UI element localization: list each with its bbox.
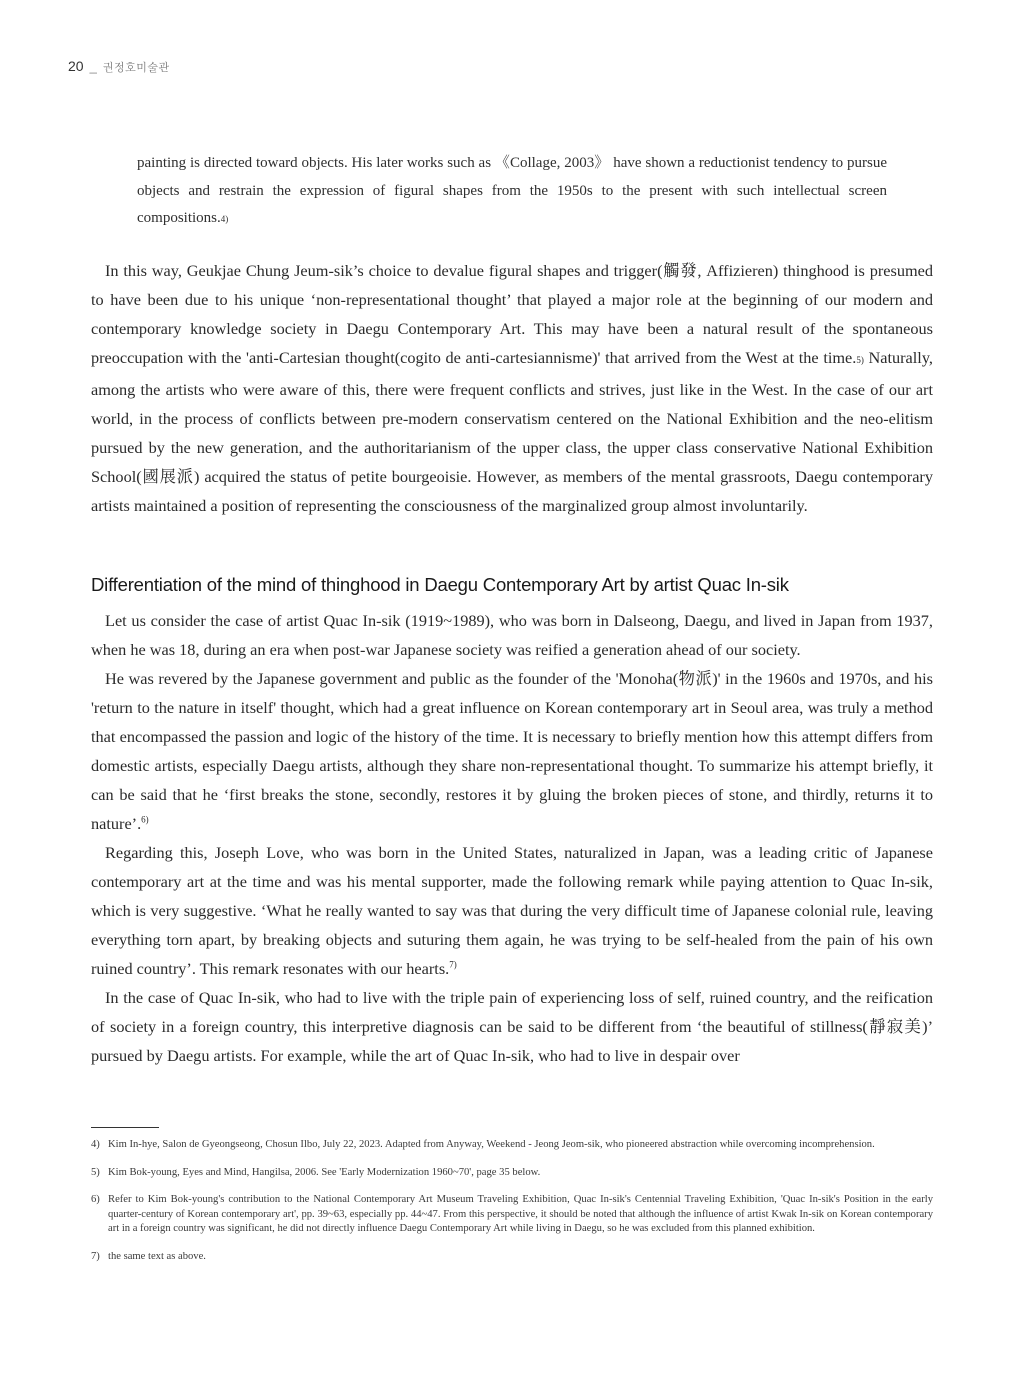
paragraph-text: He was revered by the Japanese government and public as the founder of the 'Monoha(物派)' in the 1960s and 1970s, and his 'return to the nature in itself' thought, which had a great influence on Korean contemporary art in Seoul area, was truly a method that encompassed the passion and logic of the history of the time. It is necessary to briefly mention how this attempt differs from domestic artists, especially Daegu artists, although they share non-representational thought. To summarize his attempt briefly, it can be said that he ‘first breaks the stone, secondly, restores it by gluing the broken pieces of stone, and thirdly, returns it to nature’. (91, 669, 933, 833)
footnote-text: Kim In-hye, Salon de Gyeongseong, Chosun Ilbo, July 22, 2023. Adapted from Anyway, Weekend - Jeong Jeom-sik, who pioneered abstraction while overcoming incomprehension. (108, 1139, 875, 1150)
footnote-number: 7) (91, 1250, 100, 1262)
footnote-number: 5) (91, 1166, 100, 1178)
paragraph (91, 256, 933, 520)
paragraph-text: Regarding this, Joseph Love, who was born in the United States, naturalized in Japan, was a leading critic of Japanese contemporary art at the time and was his mental supporter, made the following remark while paying attention to Quac In-sik, which is very suggestive. ‘What he really wanted to say was that during the very difficult time of Japanese colonial rule, leaving everything torn apart, by breaking objects and suturing them again, he was trying to be self-healed from the pain of his own ruined country’. This remark resonates with our hearts. (91, 843, 933, 978)
section-heading: Differentiation of the mind of thinghood in Daegu Contemporary Art by artist Quac In-sik (91, 574, 789, 595)
footnote-ref-6[interactable]: 6) (141, 814, 149, 825)
footnote-text: Kim Bok-young, Eyes and Mind, Hangilsa, 2006. See 'Early Modernization 1960~70', page 35 below. (108, 1166, 541, 1178)
footnotes (91, 1138, 933, 1277)
paragraph (91, 664, 933, 838)
footnote-6 (91, 1193, 933, 1237)
paragraph-text: Naturally, among the artists who were aware of this, there were frequent conflicts and strives, just like in the West. In the case of our art world, in the process of conflicts between pre-modern conservatism centered on the National Exhibition and the neo-elitism pursued by the new generation, and the authoritarianism of the upper class, the upper class conservative National Exhibition School(國展派) acquired the status of petite bourgeoisie. However, as members of the mental grassroots, Daegu contemporary artists maintained a position of representing the consciousness of the marginalized group almost involuntarily. (91, 348, 933, 515)
paragraph-text: In this way, Geukjae Chung Jeum-sik’s choice to devalue figural shapes and trigger(觸發, Affizieren) thinghood is presumed to have been due to his unique ‘non-representational thought’ that played a major role at the beginning of our modern and contemporary knowledge society in Daegu Contemporary Art. This may have been a natural result of the spontaneous preoccupation with the 'anti-Cartesian thought(cogito de anti-cartesiannisme)' that arrived from the West at the time. (91, 261, 933, 367)
footnote-4 (91, 1138, 933, 1153)
footnote-text: the same text as above. (108, 1250, 206, 1262)
footnote-5 (91, 1166, 933, 1181)
footnote-divider (91, 1127, 159, 1128)
section-2-body (91, 606, 933, 1070)
footnote-number: 4) (91, 1139, 100, 1150)
paragraph (91, 983, 933, 1070)
publication-title: 권정호미술관 (102, 62, 170, 74)
indented-quote-block (137, 150, 887, 234)
footnote-ref-4[interactable]: 4) (220, 214, 229, 224)
footnote-text: Refer to Kim Bok-young's contribution to the National Contemporary Art Museum Traveling Exhibition, Quac In-sik's Centennial Traveling Exhibition, 'Quac In-sik's Position in the early quarter-century of Korean contemporary art', pp. 39~63, especially pp. 44~47. From this perspective, it should be noted that although the influence of artist Kwak In-sik on Korean contemporary art in a foreign country was significant, he did not directly influence Daegu Contemporary Art while living in Daegu, so he was excluded from this planned exhibition. (108, 1194, 933, 1234)
page-header (68, 58, 170, 75)
page-number: 20 (68, 58, 84, 74)
header-separator: _ (89, 59, 97, 74)
paragraph (91, 838, 933, 983)
paragraph-text: Let us consider the case of artist Quac In-sik (1919~1989), who was born in Dalseong, Daegu, and lived in Japan from 1937, when he was 18, during an era when post-war Japanese society was reified a generation ahead of our society. (91, 611, 933, 659)
footnote-ref-5[interactable]: 5) (856, 355, 864, 365)
paragraph (91, 606, 933, 664)
footnote-number: 6) (91, 1194, 100, 1205)
paragraph-text: In the case of Quac In-sik, who had to live with the triple pain of experiencing loss of self, ruined country, and the reification of society in a foreign country, this interpretive diagnosis can be said to be different from ‘the beautiful of stillness(靜寂美)’ pursued by Daegu artists. For example, while the art of Quac In-sik, who had to live in despair over (91, 988, 933, 1065)
footnote-ref-7[interactable]: 7) (449, 959, 457, 970)
footnote-7 (91, 1250, 933, 1265)
quote-text: painting is directed toward objects. His later works such as 《Collage, 2003》 have shown a reductionist tendency to pursue objects and restrain the expression of figural shapes from the 1950s to the present with such intellectual screen compositions. (137, 155, 887, 226)
section-1-body (91, 256, 933, 520)
